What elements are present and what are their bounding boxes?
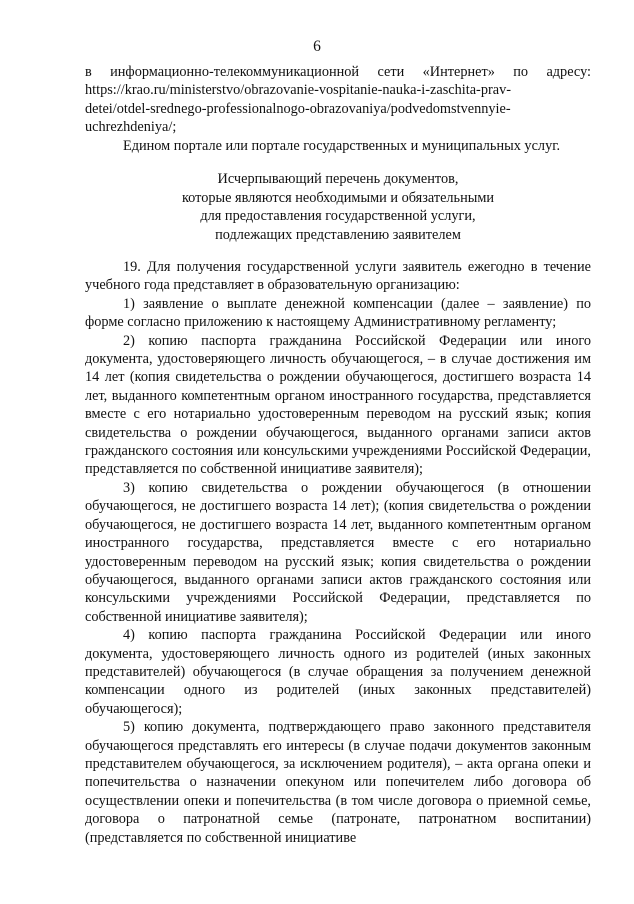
page-number: 6 [313,38,321,55]
list-item-5: 5) копию документа, подтверждающего право законного представителя обучающегося представлять его интересы (в случае подачи документов законным представителем обучающегося, за исключением родителя), – акта органа опеки и попечительства о назначении опекуном или попечителем либо договора об осуществлении опеки и попечительства (в том числе договора о приемной семье, договора о патронатной семье (патронате, патронатном воспитании) (представляется по собственной инициативе [85,719,591,846]
ministry-url[interactable] [85,81,591,136]
heading-line-4: подлежащих представлению заявителем [215,226,461,243]
url-line-2: detei/otdel-srednego-professionalnogo-obrazovaniya/podvedomstvennyie- [85,100,511,117]
paragraph-internet-address: в информационно-телекоммуникационной сети «Интернет» по адресу: [85,64,591,80]
list-item-3: 3) копию свидетельства о рождении обучающегося (в отношении обучающегося, не достигшего возраста 14 лет); (копия свидетельства о рождении обучающегося, не достигшего возраста 14 лет, выданного компетентным органом иностранного государства, представляется вместе с его нотариально удостоверенным переводом на русский язык; копия свидетельства о рождении обучающегося, выданного органами записи актов гражданского состояния или консульскими учреждениями Российской Федерации, представляется по собственной инициативе заявителя); [85,479,591,625]
top-text-block [85,63,591,155]
heading-line-1: Исчерпывающий перечень документов, [217,171,459,187]
list-item-1: 1) заявление о выплате денежной компенсации (далее – заявление) по форме согласно приложению к настоящему Административному регламенту; [85,295,591,331]
heading-line-3: для предоставления государственной услуги, [200,208,476,225]
heading-line-2: которые являются необходимыми и обязательными [181,189,495,206]
list-item-4: 4) копию паспорта гражданина Российской Федерации или иного документа, удостоверяющего личность одного из родителей (иных законных представителей) обучающегося (в случае обращения за получением денежной компенсации одного из родителей (иных законных представителей) обучающегося); [85,627,591,717]
paragraph-unified-portal: Едином портале или портале государственных и муниципальных услуг. [123,137,561,154]
main-text-block [85,258,591,847]
section-heading [85,170,591,244]
list-item-2: 2) копию паспорта гражданина Российской Федерации или иного документа, удостоверяющего личность обучающегося, – в случае достижения им 14 лет (копия свидетельства о рождении обучающегося, достигшего возраста 14 лет, выданного компетентным органом иностранного государства, представляется вместе с его нотариально удостоверенным переводом на русский язык; копия свидетельства о рождении обучающегося, выданного органами записи актов гражданского состояния или консульскими учреждениями Российской Федерации, представляется по собственной инициативе заявителя); [85,332,591,478]
paragraph-19: 19. Для получения государственной услуги заявитель ежегодно в течение учебного года представляет в образовательную организацию: [85,259,591,294]
url-line-3: uchrezhdeniya/; [85,119,177,136]
url-line-1: https://krao.ru/ministerstvo/obrazovanie-vospitanie-nauka-i-zaschita-prav- [85,82,511,99]
